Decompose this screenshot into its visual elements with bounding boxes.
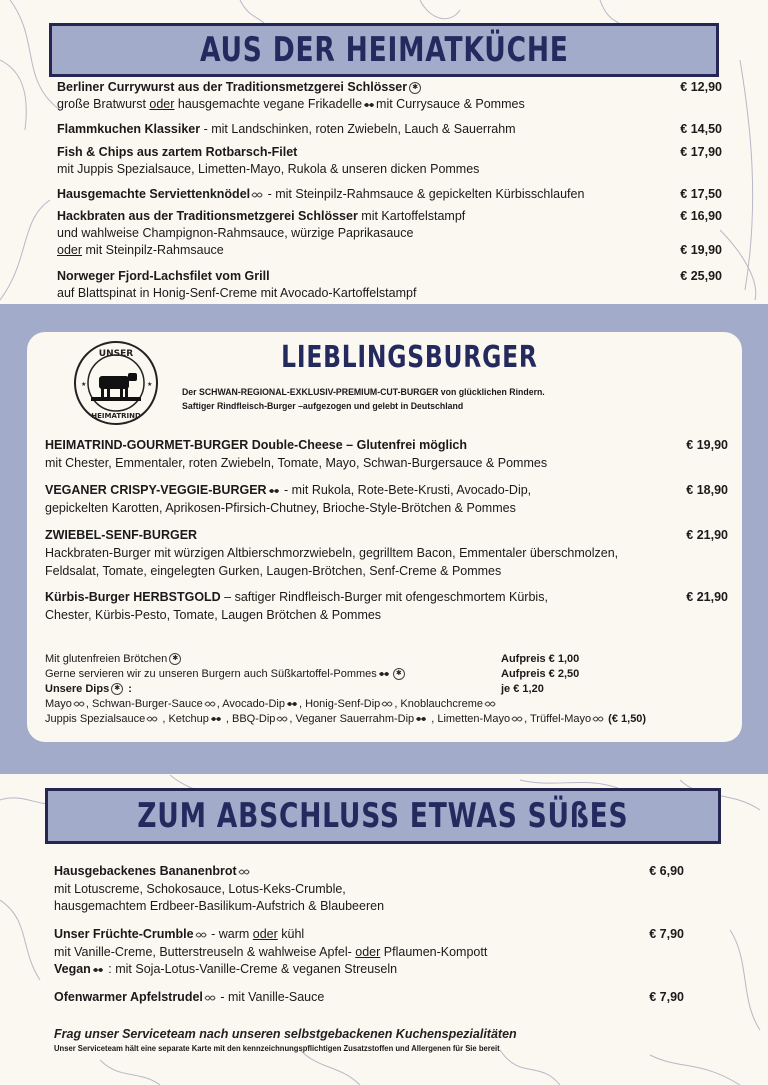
section-banner-heimatkueche — [49, 23, 719, 77]
menu-item-zwiebel-senf-burger: ZWIEBEL-SENF-BURGER € 21,90 Hackbraten-Burger mit würzigen Altbierschmorzwiebeln, gegrilltem Bacon, Emmentaler überschmolzen, Feldsalat, Tomate, eingelegten Gurken, Laugen-Brötchen, Senf-Creme & Pommes — [45, 528, 728, 578]
menu-item-hackbraten: Hackbraten aus der Traditionsmetzgerei Schlösser mit Kartoffelstampf € 16,90 und wahlweise Champignon-Rahmsauce, würzige Paprikasauce oder mit Steinpilz-Rahmsauce € 19,90 — [57, 209, 722, 257]
extra-dips-header: Unsere Dips ✱ : je € 1,20 — [45, 683, 544, 695]
vegan-leaf-icon — [363, 101, 375, 109]
vegan-leaf-icon — [210, 715, 222, 723]
vegetarian-leaf-icon — [146, 715, 158, 723]
vegan-leaf-icon — [378, 670, 390, 678]
extra-gluten-free-rolls: Mit glutenfreien Brötchen ✱ Aufpreis € 1,00 — [45, 653, 580, 665]
svg-text:HEIMATRIND: HEIMATRIND — [91, 412, 141, 420]
price: € 7,90 — [649, 927, 684, 941]
menu-item-bananenbrot: Hausgebackenes Bananenbrot € 6,90 mit Lotuscreme, Schokosauce, Lotus-Keks-Crumble, hausgemachtem Erdbeer-Basilikum-Aufstrich & Blaubeeren — [54, 864, 684, 913]
vegetarian-leaf-icon — [204, 700, 216, 708]
vegetarian-leaf-icon — [251, 191, 263, 199]
gluten-free-icon: ✱ — [393, 668, 405, 680]
price: € 17,90 — [680, 145, 722, 159]
burger-tagline: Der SCHWAN-REGIONAL-EXKLUSIV-PREMIUM-CUT-BURGER von glücklichen Rindern. Saftiger Rindfleisch-Burger –aufgezogen und gelebt in Deutschland — [182, 387, 545, 412]
price: € 6,90 — [649, 864, 684, 878]
dips-list-line1: Mayo , Schwan-Burger-Sauce , Avocado-Dip , Honig-Senf-Dip , Knoblauchcreme — [45, 697, 725, 712]
menu-item-lachsfilet: Norweger Fjord-Lachsfilet vom Grill € 25,90 auf Blattspinat in Honig-Senf-Creme mit Avocado-Kartoffelstampf — [57, 269, 722, 300]
vegetarian-leaf-icon — [238, 868, 250, 876]
price: € 19,90 — [686, 438, 728, 452]
cake-note: Frag unser Serviceteam nach unseren selbstgebackenen Kuchenspezialitäten — [54, 1027, 517, 1041]
price: € 12,90 — [680, 80, 722, 94]
allergen-note: Unser Serviceteam hält eine separate Karte mit den kennzeichnungspflichtigen Zusatzstoffen und Allergenen für Sie bereit — [54, 1043, 500, 1053]
vegan-leaf-icon — [415, 715, 427, 723]
gluten-free-icon: ✱ — [409, 82, 421, 94]
section-banner-dessert — [45, 788, 721, 844]
vegetarian-leaf-icon — [592, 715, 604, 723]
menu-item-heimatrind-burger: HEIMATRIND-GOURMET-BURGER Double-Cheese – Glutenfrei möglich € 19,90 mit Chester, Emmentaler, roten Zwiebeln, Tomate, Mayo, Schwan-Burgersauce & Pommes — [45, 438, 728, 470]
price: € 25,90 — [680, 269, 722, 283]
menu-item-apfelstrudel: Ofenwarmer Apfelstrudel - mit Vanille-Sauce € 7,90 — [54, 989, 684, 1007]
section-title-lieblingsburger: LIEBLINGSBURGER — [281, 340, 538, 375]
vegetarian-leaf-icon — [195, 931, 207, 939]
menu-item-fruechte-crumble: Unser Früchte-Crumble - warm oder kühl € 7,90 mit Vanille-Creme, Butterstreuseln & wahlweise Apfel- oder Pflaumen-Kompott Vegan : mit Soja-Lotus-Vanille-Creme & veganen Streuseln — [54, 927, 684, 976]
vegan-leaf-icon — [286, 700, 298, 708]
price: € 7,90 — [649, 990, 684, 1004]
extra-sweet-potato-fries: Gerne servieren wir zu unseren Burgern auch Süßkartoffel-Pommes ✱ Aufpreis € 2,50 — [45, 668, 580, 680]
heimatrind-logo — [73, 340, 159, 426]
dips-list-line2: Juppis Spezialsauce , Ketchup , BBQ-Dip , Veganer Sauerrahm-Dip , Limetten-Mayo , Trüffel-Mayo (€ 1,50) — [45, 713, 647, 725]
vegetarian-leaf-icon — [511, 715, 523, 723]
menu-item-serviettenknoedel: Hausgemachte Serviettenknödel - mit Steinpilz-Rahmsauce & gepickelten Kürbisschlaufen € 17,50 — [57, 187, 722, 201]
price-alt: € 19,90 — [680, 243, 722, 257]
section-title: ZUM ABSCHLUSS ETWAS SÜßES — [137, 796, 629, 836]
svg-text:★: ★ — [81, 382, 87, 388]
vegetarian-leaf-icon — [484, 700, 496, 708]
vegetarian-leaf-icon — [73, 700, 85, 708]
section-title: AUS DER HEIMATKÜCHE — [199, 30, 569, 70]
menu-item-flammkuchen: Flammkuchen Klassiker - mit Landschinken, roten Zwiebeln, Lauch & Sauerrahm € 14,50 — [57, 122, 722, 136]
vegan-leaf-icon — [268, 487, 280, 495]
price: € 18,90 — [686, 483, 728, 497]
menu-item-veggie-burger: VEGANER CRISPY-VEGGIE-BURGER - mit Rukola, Rote-Bete-Krusti, Avocado-Dip, € 18,90 gepickelten Karotten, Aprikosen-Pfirsich-Chutney, Brioche-Style-Brötchen & Pommes — [45, 483, 728, 515]
menu-item-fish-chips: Fish & Chips aus zartem Rotbarsch-Filet € 17,90 mit Juppis Spezialsauce, Limetten-Mayo, Rukola & unseren dicken Pommes — [57, 145, 722, 176]
menu-item-currywurst: Berliner Currywurst aus der Traditionsmetzgerei Schlösser ✱ € 12,90 große Bratwurst oder hausgemachte vegane Frikadelle mit Currysauce & Pommes — [57, 80, 722, 111]
gluten-free-icon: ✱ — [111, 683, 123, 695]
vegetarian-leaf-icon — [276, 715, 288, 723]
gluten-free-icon: ✱ — [169, 653, 181, 665]
menu-item-kuerbis-burger: Kürbis-Burger HERBSTGOLD – saftiger Rindfleisch-Burger mit ofengeschmortem Kürbis, € 21,90 Chester, Kürbis-Pesto, Tomate, Laugen Brötchen & Pommes — [45, 590, 728, 622]
vegetarian-leaf-icon — [204, 994, 216, 1002]
price: € 16,90 — [680, 209, 722, 223]
svg-text:★: ★ — [147, 382, 153, 388]
price: € 14,50 — [680, 122, 722, 136]
svg-text:UNSER: UNSER — [98, 349, 134, 359]
cow-icon — [91, 373, 141, 401]
price: € 21,90 — [686, 590, 728, 604]
price: € 17,50 — [680, 187, 722, 201]
burger-extras — [45, 652, 725, 727]
vegan-leaf-icon — [92, 966, 104, 974]
vegetarian-leaf-icon — [381, 700, 393, 708]
price: € 21,90 — [686, 528, 728, 542]
